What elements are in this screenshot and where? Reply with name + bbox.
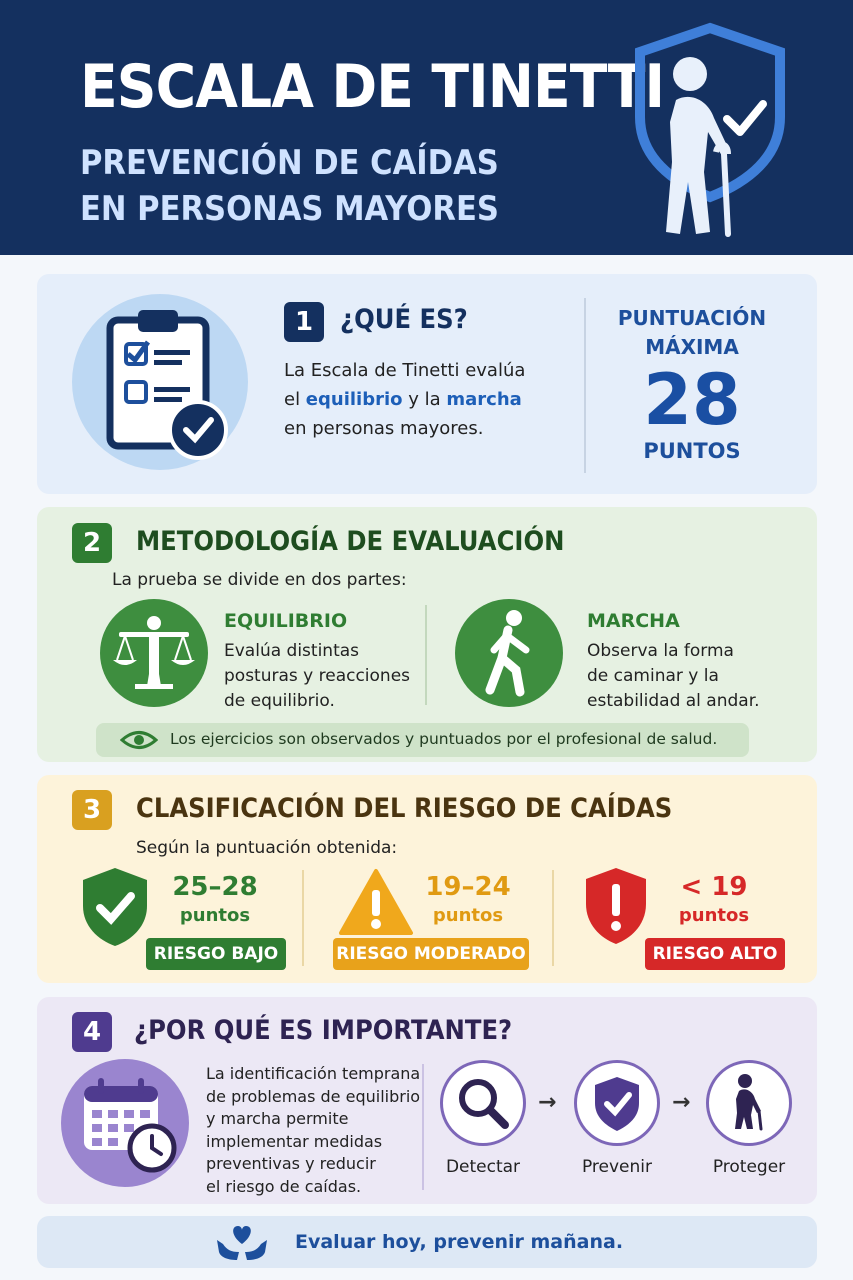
moderate-risk-range: 19–24 <box>425 872 511 902</box>
prevent-step-label: Prevenir <box>581 1157 653 1177</box>
marcha-line-3: estabilidad al andar. <box>587 691 760 711</box>
section-1-text-line-3: en personas mayores. <box>284 418 484 439</box>
section-1-text <box>284 356 525 443</box>
section-1-text-line-2 <box>284 385 525 414</box>
section-1-number: 1 <box>284 302 324 342</box>
section-4-text <box>206 1063 420 1198</box>
page-title: ESCALA DE TINETTI <box>80 52 665 122</box>
score-label-2: MÁXIMA <box>645 335 739 359</box>
section-3-number: 3 <box>72 790 112 830</box>
elderly-person-icon <box>709 1063 789 1143</box>
high-risk-badge: RIESGO ALTO <box>645 938 785 970</box>
eye-icon <box>120 729 158 751</box>
low-risk-unit: puntos <box>179 905 251 926</box>
section-4-line-2: de problemas de equilibrio <box>206 1086 421 1106</box>
protect-step-label: Proteger <box>712 1157 786 1177</box>
alert-shield-icon <box>583 866 649 946</box>
highlight-equilibrio: equilibrio <box>305 389 403 410</box>
score-unit: PUNTOS <box>643 439 741 463</box>
footer-slogan: Evaluar hoy, prevenir mañana. <box>295 1231 624 1253</box>
equilibrio-title: EQUILIBRIO <box>224 610 348 632</box>
balance-scale-icon <box>99 598 209 708</box>
walking-person-icon <box>454 598 564 708</box>
section-4-line-6: el riesgo de caídas. <box>206 1176 362 1196</box>
high-risk-range: < 19 <box>680 872 748 902</box>
section-4-line-1: La identificación temprana <box>206 1064 421 1083</box>
section-1-text-line-1: La Escala de Tinetti evalúa <box>284 360 526 381</box>
section-1-title: ¿QUÉ ES? <box>340 304 468 335</box>
header-banner <box>0 0 853 255</box>
divider <box>302 870 304 966</box>
magnifier-icon <box>443 1063 523 1143</box>
warning-triangle-icon <box>338 868 414 936</box>
section-4-line-4: implementar medidas <box>206 1131 383 1151</box>
detect-step-label: Detectar <box>445 1157 521 1177</box>
max-score-box <box>612 304 772 464</box>
observation-note: Los ejercicios son observados y puntuados por el profesional de salud. <box>170 730 718 748</box>
hands-heart-icon <box>213 1222 271 1264</box>
score-label-1: PUNTUACIÓN <box>617 306 767 330</box>
section-2-title: METODOLOGÍA DE EVALUACIÓN <box>136 526 565 557</box>
marcha-text <box>587 639 760 714</box>
calendar-clock-icon <box>60 1058 190 1188</box>
section-4-line-5: preventivas y reducir <box>206 1154 376 1173</box>
text-fragment: y la <box>402 389 447 410</box>
equilibrio-text <box>224 639 410 714</box>
clipboard-icon <box>62 292 258 472</box>
divider <box>425 605 427 705</box>
high-risk-unit: puntos <box>678 905 750 926</box>
subtitle-line-1: PREVENCIÓN DE CAÍDAS <box>80 143 499 183</box>
equilibrio-line-3: de equilibrio. <box>224 691 335 711</box>
section-2-intro: La prueba se divide en dos partes: <box>112 570 407 590</box>
divider <box>422 1064 424 1190</box>
marcha-line-1: Observa la forma <box>587 641 734 661</box>
section-2-number: 2 <box>72 523 112 563</box>
section-4-number: 4 <box>72 1012 112 1052</box>
shield-check-icon <box>80 866 150 948</box>
subtitle-line-2: EN PERSONAS MAYORES <box>80 189 499 229</box>
moderate-risk-unit: puntos <box>432 905 504 926</box>
observation-note-bar <box>96 723 749 757</box>
text-fragment: el <box>284 389 306 410</box>
protect-step-circle <box>706 1060 792 1146</box>
equilibrio-line-2: posturas y reacciones <box>224 666 411 686</box>
section-4-title: ¿POR QUÉ ES IMPORTANTE? <box>134 1015 513 1046</box>
marcha-line-2: de caminar y la <box>587 666 719 686</box>
score-value: 28 <box>643 359 741 441</box>
prevent-step-circle <box>574 1060 660 1146</box>
moderate-risk-badge: RIESGO MODERADO <box>333 938 529 970</box>
low-risk-range: 25–28 <box>172 872 258 902</box>
marcha-title: MARCHA <box>587 610 680 632</box>
page-subtitle <box>80 140 499 232</box>
divider <box>584 298 586 473</box>
section-3-intro: Según la puntuación obtenida: <box>136 838 398 858</box>
section-3-title: CLASIFICACIÓN DEL RIESGO DE CAÍDAS <box>136 793 673 824</box>
highlight-marcha: marcha <box>446 389 522 410</box>
equilibrio-line-1: Evalúa distintas <box>224 641 360 661</box>
low-risk-badge: RIESGO BAJO <box>146 938 286 970</box>
section-4-line-3: y marcha permite <box>206 1109 349 1128</box>
detect-step-circle <box>440 1060 526 1146</box>
elderly-shield-icon <box>630 22 790 247</box>
arrow-icon: → <box>672 1090 691 1115</box>
arrow-icon: → <box>538 1090 557 1115</box>
divider <box>552 870 554 966</box>
shield-check-icon <box>577 1063 657 1143</box>
